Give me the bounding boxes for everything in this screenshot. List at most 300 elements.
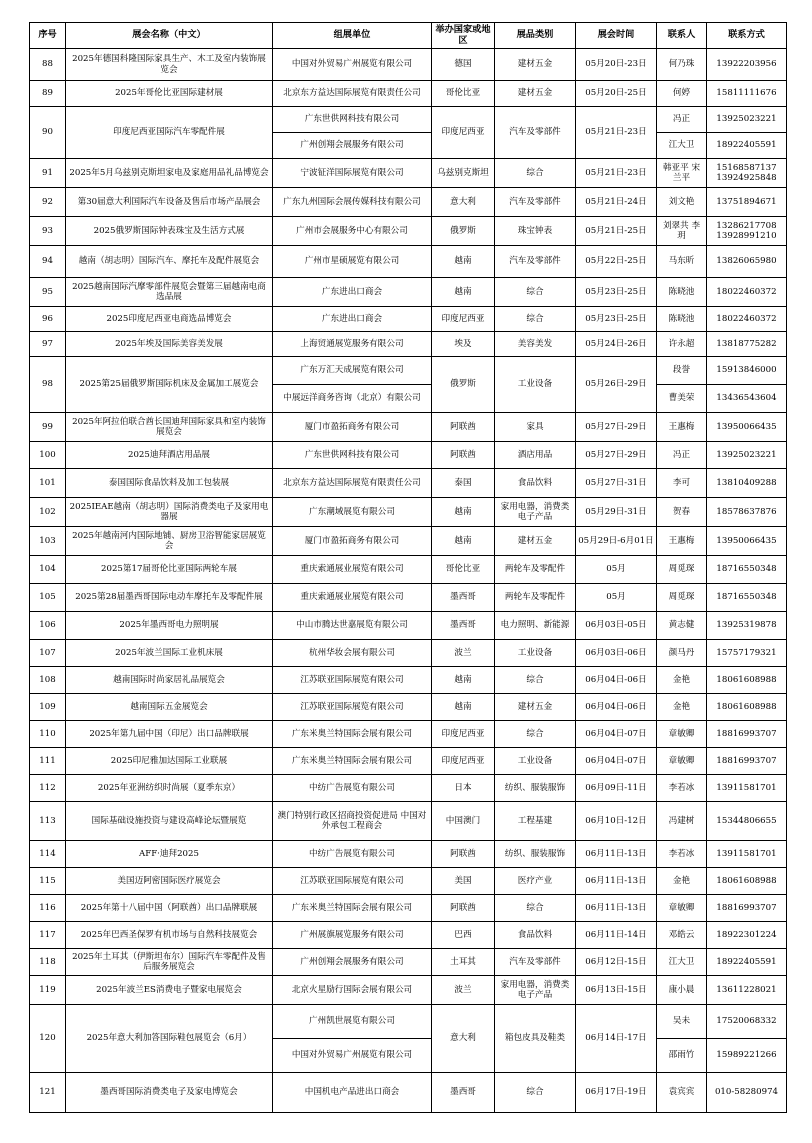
host-country: 哥伦比亚 bbox=[432, 556, 495, 584]
contact-phone: 17520068332 bbox=[707, 1005, 787, 1039]
contact-person: 江大卫 bbox=[657, 949, 707, 976]
table-row bbox=[30, 107, 787, 133]
exhibition-name: 2025IEAE越南（胡志明）国际消费类电子及家用电器展 bbox=[66, 498, 273, 527]
contact-phone: 18816993707 bbox=[707, 748, 787, 775]
contact-person: 王惠梅 bbox=[657, 527, 707, 556]
organizer: 江苏联亚国际展览有限公司 bbox=[273, 694, 432, 721]
exhibition-time: 05月21日-23日 bbox=[576, 159, 657, 188]
contact-person: 章敏卿 bbox=[657, 895, 707, 922]
host-country: 墨西哥 bbox=[432, 612, 495, 640]
exhibition-name: 2025年第十八届中国（阿联酋）出口品牌联展 bbox=[66, 895, 273, 922]
exhibition-time: 05月23日-25日 bbox=[576, 307, 657, 332]
table-row bbox=[30, 721, 787, 748]
row-number: 93 bbox=[30, 217, 66, 246]
exhibition-time: 05月 bbox=[576, 556, 657, 584]
exhibition-table-container bbox=[29, 22, 787, 1113]
row-number: 105 bbox=[30, 584, 66, 612]
table-row bbox=[30, 802, 787, 841]
contact-person: 周觅琛 bbox=[657, 556, 707, 584]
header-row bbox=[30, 23, 787, 49]
exhibition-name: 2025第17届哥伦比亚国际两轮车展 bbox=[66, 556, 273, 584]
product-category: 两轮车及零配件 bbox=[495, 556, 576, 584]
exhibition-name: 2025迪拜酒店用品展 bbox=[66, 442, 273, 469]
organizer: 中国机电产品进出口商会 bbox=[273, 1073, 432, 1113]
row-number: 115 bbox=[30, 868, 66, 895]
host-country: 墨西哥 bbox=[432, 584, 495, 612]
contact-phone: 15757179321 bbox=[707, 640, 787, 667]
exhibition-name: 2025年亚洲纺织时尚展（夏季东京） bbox=[66, 775, 273, 802]
contact-person: 冯正 bbox=[657, 107, 707, 133]
contact-person: 李若冰 bbox=[657, 841, 707, 868]
table-row bbox=[30, 469, 787, 498]
host-country: 埃及 bbox=[432, 332, 495, 357]
row-number: 104 bbox=[30, 556, 66, 584]
contact-phone: 13925023221 bbox=[707, 442, 787, 469]
table-row bbox=[30, 949, 787, 976]
exhibition-name: 2025年第九届中国（印尼）出口品牌联展 bbox=[66, 721, 273, 748]
exhibition-name: 第30届意大利国际汽车设备及售后市场产品展会 bbox=[66, 188, 273, 217]
contact-person: 贺春 bbox=[657, 498, 707, 527]
exhibition-name: 2025年土耳其（伊斯坦布尔）国际汽车零配件及售后服务展览会 bbox=[66, 949, 273, 976]
row-number: 107 bbox=[30, 640, 66, 667]
organizer: 广东米奥兰特国际会展有限公司 bbox=[273, 748, 432, 775]
product-category: 箱包皮具及鞋类 bbox=[495, 1005, 576, 1073]
product-category: 汽车及零部件 bbox=[495, 949, 576, 976]
row-number: 102 bbox=[30, 498, 66, 527]
table-row bbox=[30, 246, 787, 278]
product-category: 家用电器，消费类电子产品 bbox=[495, 498, 576, 527]
organizer: 北京东方益达国际展览有限责任公司 bbox=[273, 81, 432, 107]
row-number: 89 bbox=[30, 81, 66, 107]
row-number: 108 bbox=[30, 667, 66, 694]
organizer: 中国对外贸易广州展览有限公司 bbox=[273, 1039, 432, 1073]
product-category: 建材五金 bbox=[495, 49, 576, 81]
exhibition-name: 泰国国际食品饮料及加工包装展 bbox=[66, 469, 273, 498]
table-row bbox=[30, 217, 787, 246]
header-category: 展品类别 bbox=[495, 23, 576, 49]
organizer: 广东米奥兰特国际会展有限公司 bbox=[273, 895, 432, 922]
exhibition-time: 05月27日-31日 bbox=[576, 469, 657, 498]
contact-phone: 18816993707 bbox=[707, 721, 787, 748]
host-country: 土耳其 bbox=[432, 949, 495, 976]
contact-person: 曹美荣 bbox=[657, 385, 707, 413]
exhibition-time: 05月20日-23日 bbox=[576, 49, 657, 81]
contact-phone: 18922405591 bbox=[707, 133, 787, 159]
product-category: 汽车及零部件 bbox=[495, 107, 576, 159]
contact-person: 江大卫 bbox=[657, 133, 707, 159]
exhibition-time: 06月04日-07日 bbox=[576, 721, 657, 748]
product-category: 医疗产业 bbox=[495, 868, 576, 895]
exhibition-name: 2025年意大利加答国际鞋包展览会（6月） bbox=[66, 1005, 273, 1073]
exhibition-time: 06月03日-05日 bbox=[576, 612, 657, 640]
exhibition-time: 06月12日-15日 bbox=[576, 949, 657, 976]
host-country: 俄罗斯 bbox=[432, 217, 495, 246]
host-country: 印度尼西亚 bbox=[432, 721, 495, 748]
exhibition-time: 06月11日-13日 bbox=[576, 868, 657, 895]
product-category: 综合 bbox=[495, 159, 576, 188]
row-number: 110 bbox=[30, 721, 66, 748]
exhibition-name: 2025年埃及国际美容美发展 bbox=[66, 332, 273, 357]
table-row bbox=[30, 413, 787, 442]
organizer: 广东进出口商会 bbox=[273, 307, 432, 332]
contact-person: 陈晓池 bbox=[657, 307, 707, 332]
product-category: 工业设备 bbox=[495, 357, 576, 413]
header-no: 序号 bbox=[30, 23, 66, 49]
exhibition-time: 05月27日-29日 bbox=[576, 442, 657, 469]
exhibition-name: 墨西哥国际消费类电子及家电博览会 bbox=[66, 1073, 273, 1113]
table-row bbox=[30, 775, 787, 802]
product-category: 建材五金 bbox=[495, 527, 576, 556]
exhibition-time: 06月04日-06日 bbox=[576, 694, 657, 721]
exhibition-time: 05月23日-25日 bbox=[576, 278, 657, 307]
contact-person: 何乃珠 bbox=[657, 49, 707, 81]
table-row bbox=[30, 498, 787, 527]
host-country: 俄罗斯 bbox=[432, 357, 495, 413]
organizer: 广州市会展服务中心有限公司 bbox=[273, 217, 432, 246]
contact-person: 周觅琛 bbox=[657, 584, 707, 612]
table-row bbox=[30, 332, 787, 357]
table-row bbox=[30, 922, 787, 949]
exhibition-time: 05月29日-31日 bbox=[576, 498, 657, 527]
table-row bbox=[30, 976, 787, 1005]
table-row bbox=[30, 841, 787, 868]
contact-person: 李若冰 bbox=[657, 775, 707, 802]
organizer: 重庆索通展业展览有限公司 bbox=[273, 556, 432, 584]
exhibition-time: 05月24日-26日 bbox=[576, 332, 657, 357]
contact-phone: 15168587137 13924925848 bbox=[707, 159, 787, 188]
row-number: 90 bbox=[30, 107, 66, 159]
exhibition-name: 2025年墨西哥电力照明展 bbox=[66, 612, 273, 640]
contact-person: 马东昕 bbox=[657, 246, 707, 278]
host-country: 印度尼西亚 bbox=[432, 107, 495, 159]
row-number: 111 bbox=[30, 748, 66, 775]
contact-person: 金艳 bbox=[657, 694, 707, 721]
host-country: 德国 bbox=[432, 49, 495, 81]
row-number: 103 bbox=[30, 527, 66, 556]
host-country: 乌兹别克斯坦 bbox=[432, 159, 495, 188]
row-number: 117 bbox=[30, 922, 66, 949]
table-row bbox=[30, 1073, 787, 1113]
host-country: 阿联酋 bbox=[432, 413, 495, 442]
contact-person: 王惠梅 bbox=[657, 413, 707, 442]
contact-phone: 15913846000 bbox=[707, 357, 787, 385]
exhibition-time: 06月04日-07日 bbox=[576, 748, 657, 775]
contact-person: 金艳 bbox=[657, 868, 707, 895]
row-number: 106 bbox=[30, 612, 66, 640]
contact-person: 邵雨竹 bbox=[657, 1039, 707, 1073]
row-number: 97 bbox=[30, 332, 66, 357]
product-category: 纺织、服装服饰 bbox=[495, 841, 576, 868]
organizer: 广州展旗展览服务有限公司 bbox=[273, 922, 432, 949]
product-category: 综合 bbox=[495, 1073, 576, 1113]
exhibition-time: 06月10日-12日 bbox=[576, 802, 657, 841]
table-row bbox=[30, 640, 787, 667]
header-country: 举办国家或地区 bbox=[432, 23, 495, 49]
contact-phone: 18922301224 bbox=[707, 922, 787, 949]
row-number: 88 bbox=[30, 49, 66, 81]
exhibition-time: 06月11日-13日 bbox=[576, 895, 657, 922]
contact-person: 刘文艳 bbox=[657, 188, 707, 217]
host-country: 墨西哥 bbox=[432, 1073, 495, 1113]
exhibition-name: 2025印尼雅加达国际工业联展 bbox=[66, 748, 273, 775]
exhibition-table bbox=[29, 22, 787, 1113]
contact-phone: 18716550348 bbox=[707, 584, 787, 612]
product-category: 珠宝钟表 bbox=[495, 217, 576, 246]
organizer: 北京火星励行国际会展有限公司 bbox=[273, 976, 432, 1005]
exhibition-name: 2025年越南河内国际地铺、厨房卫浴智能家居展览会 bbox=[66, 527, 273, 556]
contact-person: 段誉 bbox=[657, 357, 707, 385]
exhibition-name: 2025年巴西圣保罗有机市场与自然科技展览会 bbox=[66, 922, 273, 949]
product-category: 汽车及零部件 bbox=[495, 246, 576, 278]
host-country: 中国澳门 bbox=[432, 802, 495, 841]
organizer: 重庆索通展业展览有限公司 bbox=[273, 584, 432, 612]
exhibition-name: 美国迈阿密国际医疗展览会 bbox=[66, 868, 273, 895]
exhibition-name: AFF·迪拜2025 bbox=[66, 841, 273, 868]
contact-person: 黄志健 bbox=[657, 612, 707, 640]
organizer: 广东九州国际会展传媒科技有限公司 bbox=[273, 188, 432, 217]
host-country: 泰国 bbox=[432, 469, 495, 498]
exhibition-name: 2025年5月乌兹别克斯坦家电及家庭用品礼品博览会 bbox=[66, 159, 273, 188]
contact-phone: 15811111676 bbox=[707, 81, 787, 107]
contact-phone: 18022460372 bbox=[707, 278, 787, 307]
organizer: 广州凯世展览有限公司 bbox=[273, 1005, 432, 1039]
row-number: 109 bbox=[30, 694, 66, 721]
contact-person: 袁宾宾 bbox=[657, 1073, 707, 1113]
table-row bbox=[30, 1005, 787, 1039]
product-category: 综合 bbox=[495, 895, 576, 922]
host-country: 越南 bbox=[432, 667, 495, 694]
exhibition-time: 06月04日-06日 bbox=[576, 667, 657, 694]
exhibition-name: 2025俄罗斯国际钟表珠宝及生活方式展 bbox=[66, 217, 273, 246]
host-country: 阿联酋 bbox=[432, 895, 495, 922]
product-category: 综合 bbox=[495, 721, 576, 748]
contact-person: 冯建树 bbox=[657, 802, 707, 841]
contact-phone: 18061608988 bbox=[707, 868, 787, 895]
table-row bbox=[30, 868, 787, 895]
header-contact: 联系人 bbox=[657, 23, 707, 49]
exhibition-time: 06月09日-11日 bbox=[576, 775, 657, 802]
contact-person: 冯正 bbox=[657, 442, 707, 469]
host-country: 巴西 bbox=[432, 922, 495, 949]
contact-phone: 13436543604 bbox=[707, 385, 787, 413]
exhibition-time: 05月21日-23日 bbox=[576, 107, 657, 159]
table-row bbox=[30, 556, 787, 584]
host-country: 越南 bbox=[432, 498, 495, 527]
product-category: 综合 bbox=[495, 278, 576, 307]
organizer: 中纺广告展览有限公司 bbox=[273, 841, 432, 868]
product-category: 建材五金 bbox=[495, 694, 576, 721]
exhibition-time: 05月27日-29日 bbox=[576, 413, 657, 442]
header-phone: 联系方式 bbox=[707, 23, 787, 49]
contact-phone: 13922203956 bbox=[707, 49, 787, 81]
contact-person: 何婷 bbox=[657, 81, 707, 107]
contact-phone: 13826065980 bbox=[707, 246, 787, 278]
contact-person: 许永超 bbox=[657, 332, 707, 357]
contact-phone: 13950066435 bbox=[707, 413, 787, 442]
contact-person: 章敏卿 bbox=[657, 748, 707, 775]
contact-phone: 15344806655 bbox=[707, 802, 787, 841]
contact-person: 韩亚平 宋兰平 bbox=[657, 159, 707, 188]
table-row bbox=[30, 694, 787, 721]
organizer: 广东进出口商会 bbox=[273, 278, 432, 307]
row-number: 113 bbox=[30, 802, 66, 841]
contact-person: 邓皓云 bbox=[657, 922, 707, 949]
host-country: 印度尼西亚 bbox=[432, 307, 495, 332]
table-body bbox=[30, 49, 787, 1113]
organizer: 广东世供网科技有限公司 bbox=[273, 442, 432, 469]
row-number: 94 bbox=[30, 246, 66, 278]
contact-phone: 13751894671 bbox=[707, 188, 787, 217]
organizer: 广州市星硕展览有限公司 bbox=[273, 246, 432, 278]
exhibition-time: 06月11日-14日 bbox=[576, 922, 657, 949]
contact-phone: 13611228021 bbox=[707, 976, 787, 1005]
table-row bbox=[30, 584, 787, 612]
table-row bbox=[30, 667, 787, 694]
organizer: 广东万汇天成展览有限公司 bbox=[273, 357, 432, 385]
contact-phone: 18022460372 bbox=[707, 307, 787, 332]
organizer: 宁波钲洋国际展览有限公司 bbox=[273, 159, 432, 188]
product-category: 食品饮料 bbox=[495, 469, 576, 498]
exhibition-time: 06月03日-06日 bbox=[576, 640, 657, 667]
product-category: 食品饮料 bbox=[495, 922, 576, 949]
host-country: 越南 bbox=[432, 694, 495, 721]
product-category: 综合 bbox=[495, 667, 576, 694]
exhibition-name: 2025年阿拉伯联合酋长国迪拜国际家具和室内装饰展览会 bbox=[66, 413, 273, 442]
host-country: 意大利 bbox=[432, 188, 495, 217]
host-country: 越南 bbox=[432, 527, 495, 556]
host-country: 哥伦比亚 bbox=[432, 81, 495, 107]
exhibition-name: 2025第28届墨西哥国际电动车摩托车及零配件展 bbox=[66, 584, 273, 612]
host-country: 印度尼西亚 bbox=[432, 748, 495, 775]
row-number: 114 bbox=[30, 841, 66, 868]
organizer: 中山市腾达世嘉展览有限公司 bbox=[273, 612, 432, 640]
contact-phone: 13911581701 bbox=[707, 841, 787, 868]
organizer: 澳门特别行政区招商投资促进局 中国对外承包工程商会 bbox=[273, 802, 432, 841]
exhibition-time: 05月20日-25日 bbox=[576, 81, 657, 107]
header-name: 展会名称（中文） bbox=[66, 23, 273, 49]
exhibition-time: 06月14日-17日 bbox=[576, 1005, 657, 1073]
table-row bbox=[30, 49, 787, 81]
product-category: 家具 bbox=[495, 413, 576, 442]
contact-person: 陈晓池 bbox=[657, 278, 707, 307]
exhibition-time: 05月21日-25日 bbox=[576, 217, 657, 246]
organizer: 厦门市盈拓商务有限公司 bbox=[273, 527, 432, 556]
organizer: 中展远洋商务咨询（北京）有限公司 bbox=[273, 385, 432, 413]
exhibition-name: 2025越南国际汽摩零部件展览会暨第三届越南电商选品展 bbox=[66, 278, 273, 307]
exhibition-name: 2025年波兰国际工业机床展 bbox=[66, 640, 273, 667]
table-row bbox=[30, 527, 787, 556]
contact-phone: 13925319878 bbox=[707, 612, 787, 640]
contact-phone: 18922405591 bbox=[707, 949, 787, 976]
exhibition-time: 06月17日-19日 bbox=[576, 1073, 657, 1113]
exhibition-name: 2025年波兰ES消费电子暨家电展览会 bbox=[66, 976, 273, 1005]
organizer: 广州创翔会展服务有限公司 bbox=[273, 949, 432, 976]
row-number: 96 bbox=[30, 307, 66, 332]
product-category: 汽车及零部件 bbox=[495, 188, 576, 217]
contact-phone: 13950066435 bbox=[707, 527, 787, 556]
host-country: 波兰 bbox=[432, 976, 495, 1005]
exhibition-name: 2025年德国科隆国际家具生产、木工及室内装饰展览会 bbox=[66, 49, 273, 81]
organizer: 杭州华妆会展有限公司 bbox=[273, 640, 432, 667]
exhibition-time: 05月 bbox=[576, 584, 657, 612]
organizer: 广州创翔会展服务有限公司 bbox=[273, 133, 432, 159]
contact-phone: 13911581701 bbox=[707, 775, 787, 802]
contact-phone: 13925023221 bbox=[707, 107, 787, 133]
organizer: 北京东方益达国际展览有限责任公司 bbox=[273, 469, 432, 498]
product-category: 酒店用品 bbox=[495, 442, 576, 469]
row-number: 92 bbox=[30, 188, 66, 217]
organizer: 中国对外贸易广州展览有限公司 bbox=[273, 49, 432, 81]
table-row bbox=[30, 748, 787, 775]
host-country: 越南 bbox=[432, 246, 495, 278]
table-row bbox=[30, 81, 787, 107]
organizer: 江苏联亚国际展览有限公司 bbox=[273, 667, 432, 694]
product-category: 建材五金 bbox=[495, 81, 576, 107]
exhibition-time: 06月13日-15日 bbox=[576, 976, 657, 1005]
product-category: 两轮车及零配件 bbox=[495, 584, 576, 612]
exhibition-time: 05月22日-25日 bbox=[576, 246, 657, 278]
exhibition-name: 越南（胡志明）国际汽车、摩托车及配件展览会 bbox=[66, 246, 273, 278]
host-country: 波兰 bbox=[432, 640, 495, 667]
contact-phone: 18061608988 bbox=[707, 694, 787, 721]
product-category: 纺织、服装服饰 bbox=[495, 775, 576, 802]
organizer: 江苏联亚国际展览有限公司 bbox=[273, 868, 432, 895]
row-number: 118 bbox=[30, 949, 66, 976]
contact-phone: 18061608988 bbox=[707, 667, 787, 694]
row-number: 101 bbox=[30, 469, 66, 498]
row-number: 95 bbox=[30, 278, 66, 307]
contact-phone: 18716550348 bbox=[707, 556, 787, 584]
row-number: 120 bbox=[30, 1005, 66, 1073]
host-country: 意大利 bbox=[432, 1005, 495, 1073]
row-number: 99 bbox=[30, 413, 66, 442]
host-country: 美国 bbox=[432, 868, 495, 895]
product-category: 家用电器，消费类电子产品 bbox=[495, 976, 576, 1005]
row-number: 100 bbox=[30, 442, 66, 469]
contact-person: 颜马丹 bbox=[657, 640, 707, 667]
row-number: 119 bbox=[30, 976, 66, 1005]
exhibition-name: 2025第25届俄罗斯国际机床及金属加工展览会 bbox=[66, 357, 273, 413]
organizer: 广东世供网科技有限公司 bbox=[273, 107, 432, 133]
product-category: 工业设备 bbox=[495, 640, 576, 667]
contact-phone: 18816993707 bbox=[707, 895, 787, 922]
contact-phone: 15989221266 bbox=[707, 1039, 787, 1073]
product-category: 美容美发 bbox=[495, 332, 576, 357]
exhibition-name: 国际基础设施投资与建设高峰论坛暨展览 bbox=[66, 802, 273, 841]
table-row bbox=[30, 188, 787, 217]
contact-phone: 13818775282 bbox=[707, 332, 787, 357]
product-category: 综合 bbox=[495, 307, 576, 332]
contact-person: 李可 bbox=[657, 469, 707, 498]
product-category: 工程基建 bbox=[495, 802, 576, 841]
header-organizer: 组展单位 bbox=[273, 23, 432, 49]
contact-person: 刘翠共 李 玥 bbox=[657, 217, 707, 246]
product-category: 电力照明、新能源 bbox=[495, 612, 576, 640]
contact-phone: 13810409288 bbox=[707, 469, 787, 498]
host-country: 越南 bbox=[432, 278, 495, 307]
table-row bbox=[30, 612, 787, 640]
contact-person: 金艳 bbox=[657, 667, 707, 694]
host-country: 阿联酋 bbox=[432, 841, 495, 868]
exhibition-name: 越南国际五金展览会 bbox=[66, 694, 273, 721]
exhibition-time: 05月29日-6月01日 bbox=[576, 527, 657, 556]
row-number: 121 bbox=[30, 1073, 66, 1113]
host-country: 阿联酋 bbox=[432, 442, 495, 469]
row-number: 116 bbox=[30, 895, 66, 922]
table-row bbox=[30, 442, 787, 469]
exhibition-time: 06月11日-13日 bbox=[576, 841, 657, 868]
table-row bbox=[30, 895, 787, 922]
